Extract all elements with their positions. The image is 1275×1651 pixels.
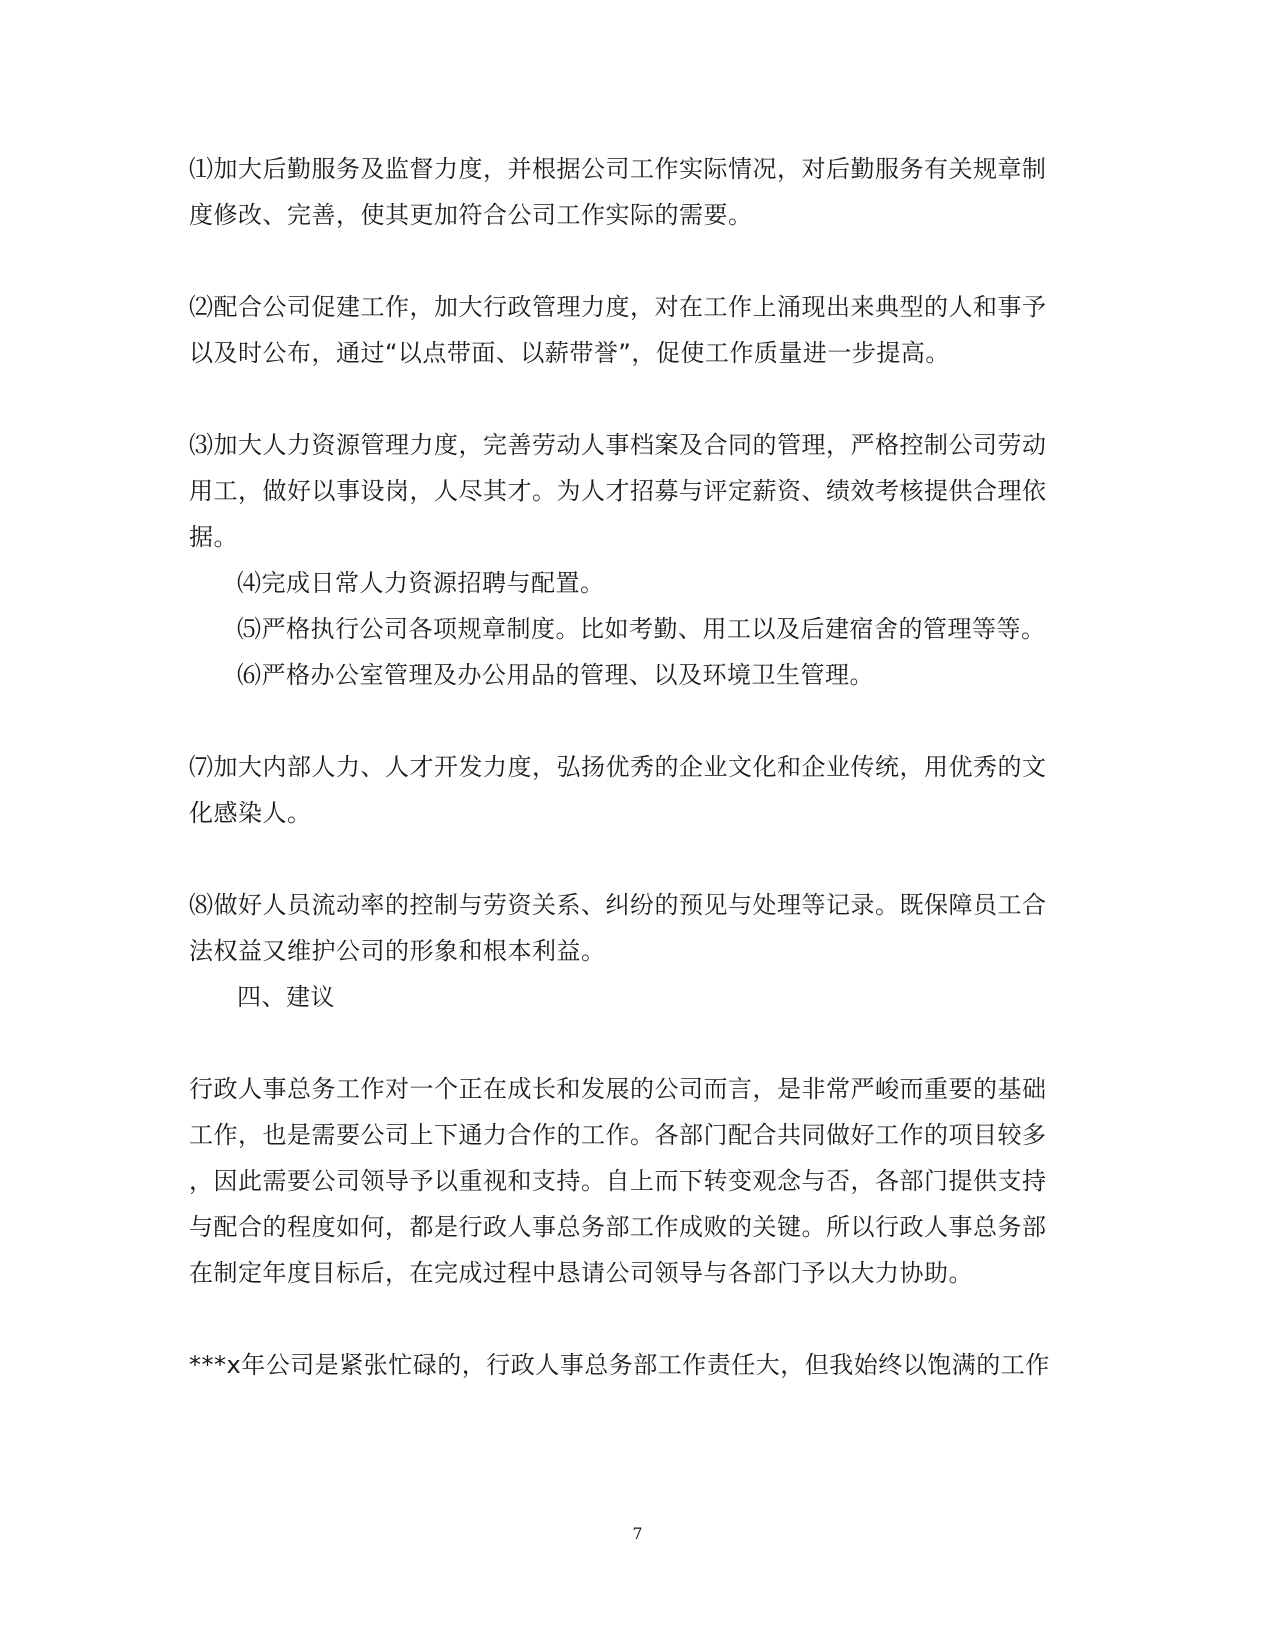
paragraph-line: 据。 xyxy=(189,523,238,551)
paragraph-line: 法权益又维护公司的形象和根本利益。 xyxy=(189,937,606,965)
list-item: ⑷完成日常人力资源招聘与配置。 xyxy=(237,569,605,597)
page-number: 7 xyxy=(632,1524,643,1543)
paragraph-line: ⑺加大内部人力、人才开发力度，弘扬优秀的企业文化和企业传统，用优秀的文 xyxy=(189,753,1047,781)
list-item: ⑹严格办公室管理及办公用品的管理、以及环境卫生管理。 xyxy=(237,661,874,689)
paragraph-line: 工作，也是需要公司上下通力合作的工作。各部门配合共同做好工作的项目较多 xyxy=(189,1121,1047,1149)
paragraph-line: 化感染人。 xyxy=(189,799,312,827)
paragraph-line: 与配合的程度如何，都是行政人事总务部工作成败的关键。所以行政人事总务部 xyxy=(189,1213,1047,1241)
paragraph-line: ⑻做好人员流动率的控制与劳资关系、纠纷的预见与处理等记录。既保障员工合 xyxy=(189,891,1047,919)
paragraph-line: ***x年公司是紧张忙碌的，行政人事总务部工作责任大，但我始终以饱满的工作 xyxy=(189,1351,1050,1379)
paragraph-line: ⑴加大后勤服务及监督力度，并根据公司工作实际情况，对后勤服务有关规章制 xyxy=(189,155,1047,183)
paragraph-line: ，因此需要公司领导予以重视和支持。自上而下转变观念与否，各部门提供支持 xyxy=(189,1167,1047,1195)
section-heading: 四、建议 xyxy=(237,983,335,1011)
list-item: ⑸严格执行公司各项规章制度。比如考勤、用工以及后建宿舍的管理等等。 xyxy=(237,615,1046,643)
paragraph-line: ⑶加大人力资源管理力度，完善劳动人事档案及合同的管理，严格控制公司劳动 xyxy=(189,431,1047,459)
paragraph-line: 度修改、完善，使其更加符合公司工作实际的需要。 xyxy=(189,201,753,229)
paragraph-line: 以及时公布，通过“以点带面、以薪带誉”，促使工作质量进一步提高。 xyxy=(189,339,950,367)
paragraph-line: 用工，做好以事设岗，人尽其才。为人才招募与评定薪资、绩效考核提供合理依 xyxy=(189,477,1047,505)
paragraph-line: 行政人事总务工作对一个正在成长和发展的公司而言，是非常严峻而重要的基础 xyxy=(189,1075,1047,1103)
paragraph-line: ⑵配合公司促建工作，加大行政管理力度，对在工作上涌现出来典型的人和事予 xyxy=(189,293,1047,321)
paragraph-line: 在制定年度目标后，在完成过程中恳请公司领导与各部门予以大力协助。 xyxy=(189,1259,973,1287)
